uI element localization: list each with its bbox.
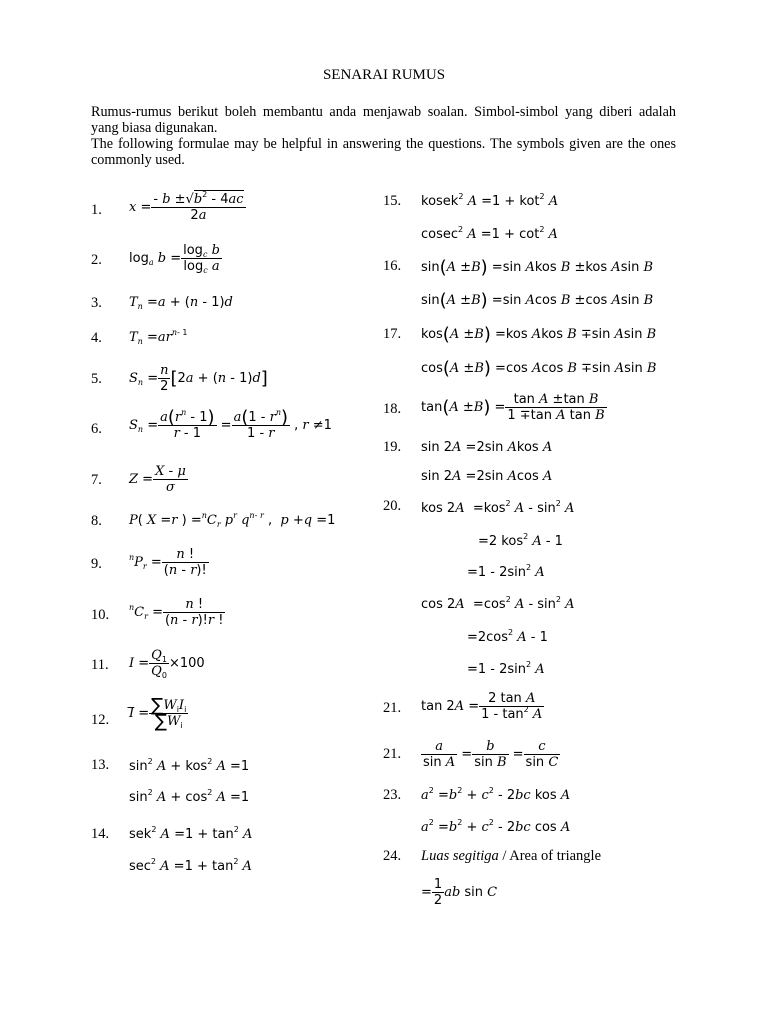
page-title: SENARAI RUMUS [322,67,446,83]
formula-cosec-identity-malay: kosek$^2$ A =1 + kot$^2$ A [421,192,559,209]
formula-number: 11. [91,657,109,673]
formula-sec-identity-malay: sek$^2$ $A =1 + \tan^2 A$ [129,825,253,842]
formula-number: 24. [383,848,402,864]
formula-sec-identity: $\sec^2 A =1 + \tan^2 A$ [129,857,252,874]
formula-gp-nth-term: $T_n =ar^{n- 1}$ [129,328,188,346]
area-caption-english: / Area of triangle [498,848,602,864]
formula-number: 8. [91,513,102,529]
formula-double-angle-cosine-alt2: $=1 - 2\sin^2$ A [467,563,545,580]
formula-number: 2. [91,252,102,268]
instructions-malay: Rumus-rumus berikut boleh membantu anda menjawab soalan. Simbol-simbol yang diberi adalah yang biasa digunakan. [91,104,676,136]
area-of-triangle-caption [421,848,601,865]
formula-number: 23. [383,787,402,803]
formula-cosine-addition: cos(A ±B) =cos Acos B ∓sin Asin B [421,358,657,379]
formula-number: 10. [91,607,110,623]
formula-ap-nth-term: $T_n =a + (n - 1)d$ [129,295,233,311]
formula-z-score: Z = $\frac{X - \mu}{\sigma}$ [129,464,186,495]
formula-number: 4. [91,330,102,346]
formula-sine-addition-malay: sin(A ±B) =sin Akos B ±kos Asin B [421,257,654,278]
formula-number: 16. [383,258,402,274]
formula-number: 15. [383,193,402,209]
formula-binomial-probability: P( X =r ) $=^nC_r$ $p^r$ $q^{n- r}$ , p +q =1 [129,511,336,529]
formula-number: 3. [91,295,102,311]
formula-number: 6. [91,421,102,437]
formula-number: 18. [383,401,402,417]
formula-gp-sum: $S_n$ = $\frac{a(r^n - 1)}{r - 1}$ = $\frac{a(1 - r^n)}{1 - r}$ , r ≠1 [129,407,332,441]
formula-number: 1. [91,202,102,218]
formula-number: 20. [383,498,402,514]
instructions-english: The following formulae may be helpful in answering the questions. The symbols given are the ones commonly used. [91,136,676,168]
formula-quadratic-roots: x = $\frac{- b \pm√b^2 - 4ac}{2a}$ [129,190,244,223]
formula-number: 13. [91,757,110,773]
formula-double-angle-sine: sin 2A =2sin Acos A [421,469,553,484]
formula-double-angle-tangent: tan 2A = $\frac{\text{2 tan A}}{1 - \tan^2 A}$ [421,691,543,722]
formula-number: 21. [383,746,402,762]
formula-double-angle-sine-malay: sin 2A =2sin Akos A [421,440,553,455]
formula-double-angle-cosine-alt3: $=1 - 2\sin^2$ A [467,660,545,677]
area-caption-malay: Luas segitiga [421,848,499,864]
formula-area-of-triangle: = $\frac{1}{2}$ ab sin C [421,877,498,908]
instructions [91,104,676,168]
formula-pythagorean-identity-malay: $\sin^2 A + kos^2$ A =1 [129,757,250,774]
formula-cosine-rule: $a^2 =b^2 + c^2 - 2bc$ cos A [421,818,571,835]
formula-pythagorean-identity: $\sin^2 A + \cos^2 A =1$ [129,788,250,805]
formula-combination: $^nC_r$ = $\frac{n !}{(n - r)!r !}$ [129,597,224,628]
formula-double-angle-cosine-alt1: $=2\cos^2$ A - 1 [467,628,548,645]
formula-sine-rule: $\frac{a}{\text{sin A}}$ = $\frac{b}{\text{sin B}}$ = $\frac{c}{\text{sin C}}$ [423,739,559,770]
formula-sine-addition: sin(A ±B) =sin Acos B ±cos Asin B [421,290,654,311]
formula-number: 19. [383,439,402,455]
formula-number: 12. [91,712,110,728]
formula-composite-index: I̅ = $\sum W_iI_i$ $\sum W_i$ [129,695,187,732]
formula-change-of-base: $\log_a b$ = $\frac{\log_c b}{\log_c a}$ [129,243,220,275]
formula-number: 17. [383,326,402,342]
formula-tangent-addition: tan(A ±B) = $\frac{\text{tan A ±tan B}}{\text{1 ∓tan A tan B}}$ [421,392,605,423]
formula-cosine-rule-malay: $a^2 =b^2 + c^2 - 2bc$ kos A [421,786,571,803]
formula-cosine-addition-malay: kos(A ±B) =kos Akos B ∓sin Asin B [421,324,657,345]
formula-double-angle-cosine: $\cos 2A =\cos^2$ A - $\sin^2 A$ [421,595,575,612]
formula-number: 21. [383,700,402,716]
formula-number: 14. [91,826,110,842]
formula-number: 9. [91,556,102,572]
formula-cosec-identity: cosec$^2$ $A =1 + \cot^2 A$ [421,225,558,242]
formula-price-index: I = $\frac{Q_1}{Q_0}$ ×100 [129,648,205,680]
formula-double-angle-cosine-malay-alt1: =2 kos$^2$ A - 1 [478,532,563,549]
formula-double-angle-cosine-malay: kos 2A =kos$^2$ A - $\sin^2 A$ [421,499,575,516]
formula-ap-sum: $S_n$ = $\frac{n}{2}$ [2a + (n - 1)d] [129,363,268,394]
formula-number: 7. [91,472,102,488]
formula-number: 5. [91,371,102,387]
formula-permutation: $^nP_r$ = $\frac{n !}{(n - r)!}$ [129,547,207,578]
